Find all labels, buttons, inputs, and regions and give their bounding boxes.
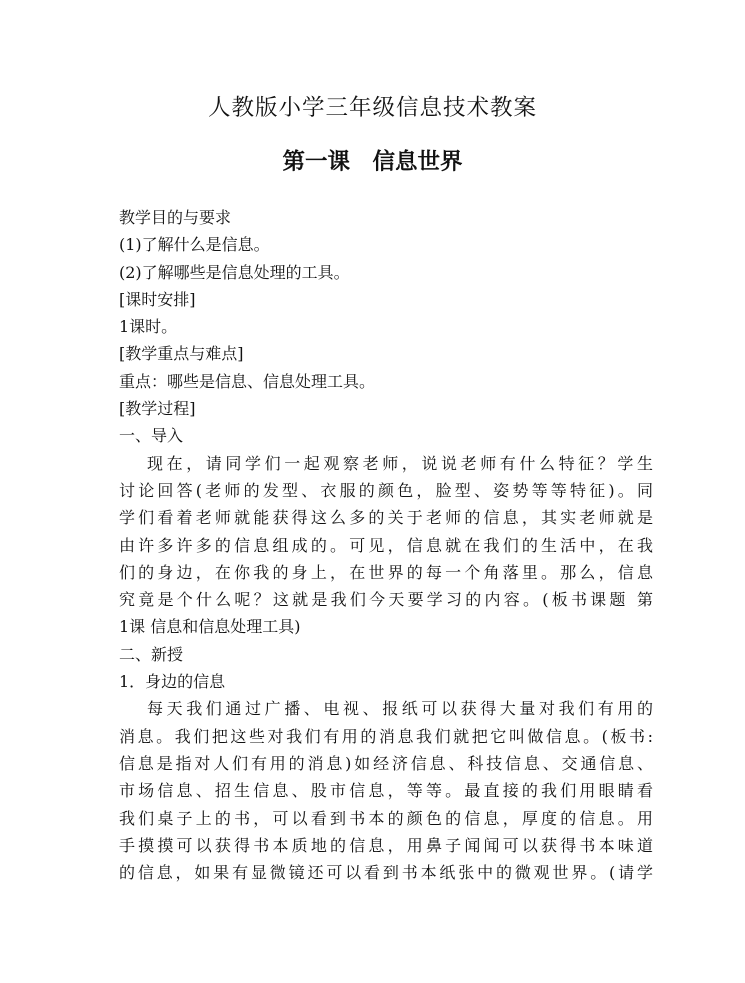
body-line: 重点：哪些是信息、信息处理工具。 (119, 371, 376, 391)
paragraph-line: 讨论回答(老师的发型、衣服的颜色，脸型、姿势等等特征)。同 (119, 480, 653, 500)
paragraph-line: 信息是指对人们有用的消息)如经济信息、科技信息、交通信息、 (119, 753, 653, 773)
section-heading: [教学重点与难点] (119, 344, 244, 364)
paragraph-line: 的信息，如果有显微镜还可以看到书本纸张中的微观世界。(请学 (119, 863, 653, 883)
document-title: 人教版小学三年级信息技术教案 (207, 95, 537, 121)
paragraph-line: 1课 信息和信息处理工具) (119, 617, 301, 637)
paragraph-line: 我们桌子上的书，可以看到书本的颜色的信息，厚度的信息。用 (119, 808, 653, 828)
paragraph-line: 市场信息、招生信息、股市信息，等等。最直接的我们用眼睛看 (119, 781, 653, 801)
section-heading: [教学过程] (119, 399, 196, 419)
section-heading: [课时安排] (119, 289, 196, 309)
paragraph-line: 们的身边，在你我的身上，在世界的每一个角落里。那么，信息 (119, 562, 653, 582)
paragraph-line: 学们看着老师就能获得这么多的关于老师的信息，其实老师就是 (119, 508, 653, 528)
document-body (119, 204, 653, 886)
paragraph-line: 手摸摸可以获得书本质地的信息，用鼻子闻闻可以获得书本味道 (119, 835, 653, 855)
lesson-title: 第一课 信息世界 (282, 149, 463, 175)
body-line: 1课时。 (119, 317, 178, 337)
paragraph-line: 消息。我们把这些对我们有用的消息我们就把它叫做信息。(板书: (119, 726, 653, 746)
section-heading: 二、新授 (119, 644, 184, 664)
body-line: (2)了解哪些是信息处理的工具。 (119, 262, 350, 282)
paragraph-line: 现在，请同学们一起观察老师，说说老师有什么特征？学生 (147, 453, 653, 473)
section-heading: 一、导入 (119, 426, 184, 446)
paragraph-line: 由许多许多的信息组成的。可见，信息就在我们的生活中，在我 (119, 535, 653, 555)
section-heading: 1．身边的信息 (119, 672, 226, 692)
paragraph-line: 每天我们通过广播、电视、报纸可以获得大量对我们有用的 (147, 699, 653, 719)
section-heading: 教学目的与要求 (119, 208, 232, 227)
paragraph-line: 究竟是个什么呢？这就是我们今天要学习的内容。(板书课题 第 (119, 590, 653, 610)
body-line: (1)了解什么是信息。 (119, 235, 270, 255)
